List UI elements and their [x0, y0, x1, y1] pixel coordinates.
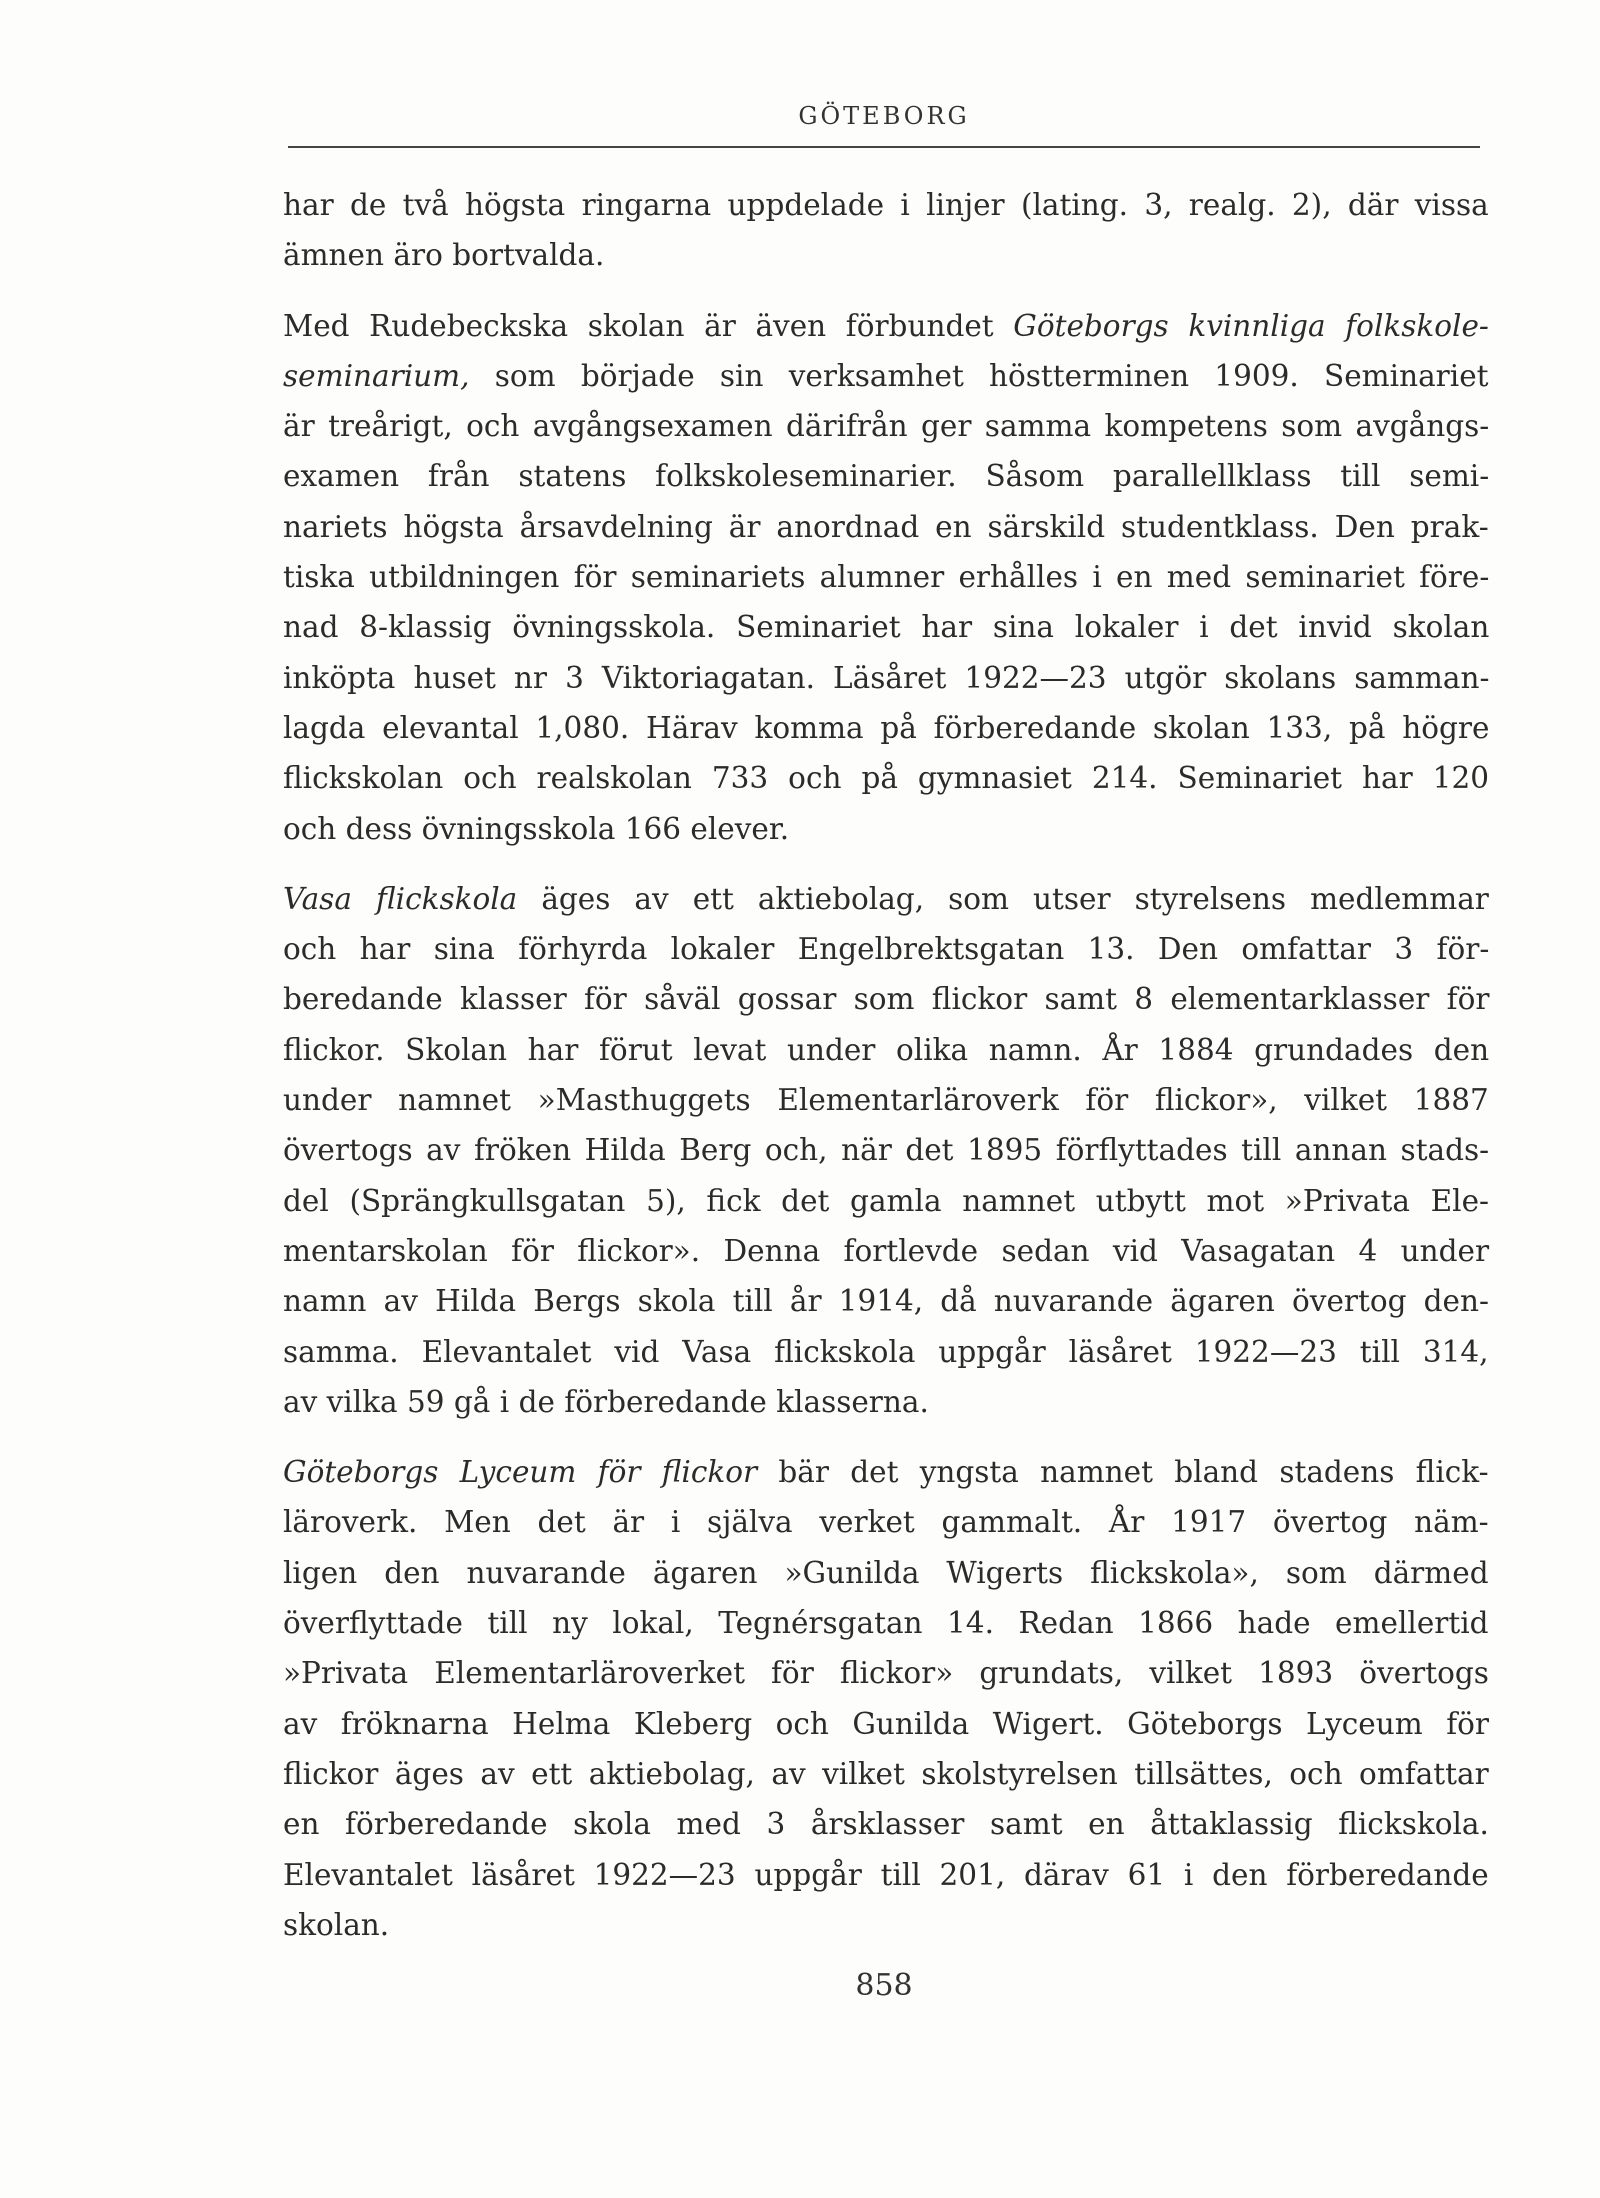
- page-number: 858: [855, 1968, 913, 2003]
- header-rule: [288, 146, 1480, 148]
- text-line: övertogs av fröken Hilda Berg och, när det 1895 förflyttades till annan stads-: [283, 1133, 1490, 1168]
- text-line: och dess övningsskola 166 elever.: [283, 811, 790, 846]
- text-line: tiska utbildningen för seminariets alumner erhålles i en med seminariet före-: [283, 560, 1490, 595]
- paragraph-1: [283, 180, 1489, 281]
- text-line: mentarskolan för flickor». Denna fortlevde sedan vid Vasagatan 4 under: [283, 1233, 1490, 1268]
- text-line: läroverk. Men det är i själva verket gammalt. År 1917 övertog näm-: [283, 1505, 1489, 1540]
- text-line: av vilka 59 gå i de förberedande klasserna.: [283, 1384, 929, 1419]
- text-line: lagda elevantal 1,080. Härav komma på förberedande skolan 133, på högre: [283, 710, 1490, 745]
- text-line: flickor. Skolan har förut levat under olika namn. År 1884 grundades den: [283, 1032, 1490, 1067]
- text-line: under namnet »Masthuggets Elementarläroverk för flickor», vilket 1887: [283, 1083, 1489, 1118]
- text-line: nariets högsta årsavdelning är anordnad en särskild studentklass. Den prak-: [283, 509, 1489, 544]
- text-line: beredande klasser för såväl gossar som flickor samt 8 elementarklasser för: [283, 982, 1490, 1017]
- text-run: Med Rudebeckska skolan är även förbundet: [283, 308, 994, 343]
- text-line: av fröknarna Helma Kleberg och Gunilda Wigert. Göteborgs Lyceum för: [283, 1706, 1489, 1741]
- text-line: [283, 351, 1489, 401]
- italic-title: seminarium,: [283, 358, 470, 393]
- text-line: ämnen äro bortvalda.: [283, 238, 605, 273]
- text-run: bär det yngsta namnet bland stadens flick-: [778, 1455, 1489, 1490]
- text-line: namn av Hilda Bergs skola till år 1914, då nuvarande ägaren övertog den-: [283, 1284, 1489, 1319]
- text-line: samma. Elevantalet vid Vasa flickskola uppgår läsåret 1922—23 till 314,: [283, 1334, 1489, 1369]
- running-title: GÖTEBORG: [798, 102, 970, 130]
- paragraph-3: [283, 874, 1489, 1427]
- text-line: [283, 1447, 1489, 1497]
- text-line: [283, 301, 1489, 351]
- text-line: Elevantalet läsåret 1922—23 uppgår till 201, därav 61 i den förberedande: [283, 1857, 1489, 1892]
- text-run: äges av ett aktiebolag, som utser styrelsens medlemmar: [541, 881, 1489, 916]
- text-line: del (Sprängkullsgatan 5), fick det gamla namnet utbytt mot »Privata Ele-: [283, 1183, 1490, 1218]
- paragraph-4: [283, 1447, 1489, 1950]
- text-line: nad 8-klassig övningsskola. Seminariet har sina lokaler i det invid skolan: [283, 610, 1490, 645]
- italic-title: Göteborgs Lyceum för flickor: [283, 1455, 758, 1490]
- paragraph-2: [283, 301, 1489, 854]
- text-line: flickor äges av ett aktiebolag, av vilket skolstyrelsen tillsättes, och omfattar: [283, 1756, 1489, 1791]
- text-line: överflyttade till ny lokal, Tegnérsgatan 14. Redan 1866 hade emellertid: [283, 1606, 1489, 1641]
- text-line: [283, 874, 1489, 924]
- italic-title: Göteborgs kvinnliga folkskole-: [1013, 308, 1489, 343]
- text-line: flickskolan och realskolan 733 och på gymnasiet 214. Seminariet har 120: [283, 761, 1489, 796]
- text-line: har de två högsta ringarna uppdelade i linjer (lating. 3, realg. 2), där vissa: [283, 188, 1489, 222]
- text-line: »Privata Elementarläroverket för flickor» grundats, vilket 1893 övertogs: [283, 1656, 1489, 1691]
- italic-title: Vasa flickskola: [283, 881, 518, 916]
- text-line: och har sina förhyrda lokaler Engelbrektsgatan 13. Den omfattar 3 för-: [283, 932, 1490, 967]
- body-text: [283, 180, 1489, 1950]
- text-line: examen från statens folkskoleseminarier. Såsom parallellklass till semi-: [283, 459, 1490, 494]
- text-line: inköpta huset nr 3 Viktoriagatan. Läsåret 1922—23 utgör skolans samman-: [283, 660, 1490, 695]
- text-line: skolan.: [283, 1907, 390, 1942]
- text-line: ligen den nuvarande ägaren »Gunilda Wigerts flickskola», som därmed: [283, 1555, 1489, 1590]
- text-line: är treårigt, och avgångsexamen därifrån ger samma kompetens som avgångs-: [283, 409, 1490, 444]
- text-line: en förberedande skola med 3 årsklasser samt en åttaklassig flickskola.: [283, 1807, 1489, 1842]
- text-run: som började sin verksamhet höstterminen 1909. Seminariet: [494, 358, 1489, 393]
